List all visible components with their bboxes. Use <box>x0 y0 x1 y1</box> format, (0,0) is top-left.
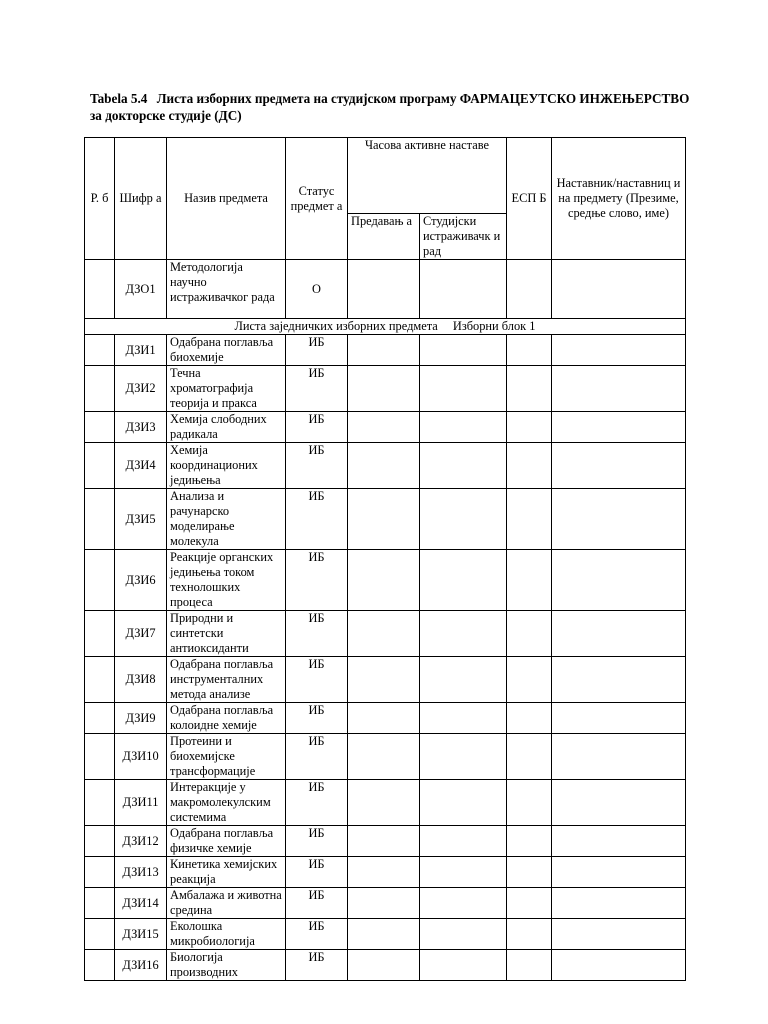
code-cell: ДЗИ6 <box>115 550 167 611</box>
code-cell: ДЗИ15 <box>115 919 167 950</box>
research-cell <box>420 611 507 657</box>
code-cell: ДЗИ10 <box>115 734 167 780</box>
status-cell: ИБ <box>286 550 348 611</box>
espb-cell <box>507 657 552 703</box>
rb-cell <box>85 335 115 366</box>
rb-cell <box>85 703 115 734</box>
teacher-cell <box>552 919 686 950</box>
table-row <box>85 443 686 489</box>
lectures-cell <box>348 657 420 703</box>
name-cell: Одабрана поглавља инструменталних метода анализе <box>167 657 286 703</box>
code-cell: ДЗИ3 <box>115 412 167 443</box>
research-cell <box>420 366 507 412</box>
lectures-cell <box>348 443 420 489</box>
rb-cell <box>85 611 115 657</box>
status-cell: ИБ <box>286 734 348 780</box>
status-cell: ИБ <box>286 888 348 919</box>
name-cell: Течна хроматографија теорија и пракса <box>167 366 286 412</box>
header-name: Назив предмета <box>167 138 286 260</box>
research-cell <box>420 260 507 319</box>
code-cell: ДЗИ16 <box>115 950 167 981</box>
code-cell: ДЗИ13 <box>115 857 167 888</box>
research-cell <box>420 919 507 950</box>
code-cell: ДЗИ2 <box>115 366 167 412</box>
espb-cell <box>507 919 552 950</box>
code-cell: ДЗИ7 <box>115 611 167 657</box>
table-title: Листа изборних предмета на студијском програму ФАРМАЦЕУТСКО ИНЖЕЊЕРСТВО за докторске студије (ДС) <box>90 91 690 123</box>
rb-cell <box>85 550 115 611</box>
teacher-cell <box>552 857 686 888</box>
teacher-cell <box>552 780 686 826</box>
table-row <box>85 611 686 657</box>
rb-cell <box>85 919 115 950</box>
table-row <box>85 950 686 981</box>
status-cell: ИБ <box>286 857 348 888</box>
table-row <box>85 489 686 550</box>
espb-cell <box>507 611 552 657</box>
code-cell: ДЗИ4 <box>115 443 167 489</box>
name-cell: Кинетика хемијских реакција <box>167 857 286 888</box>
teacher-cell <box>552 611 686 657</box>
lectures-cell <box>348 888 420 919</box>
rb-cell <box>85 489 115 550</box>
name-cell: Одабрана поглавља физичке хемије <box>167 826 286 857</box>
espb-cell <box>507 443 552 489</box>
code-cell: ДЗИ8 <box>115 657 167 703</box>
research-cell <box>420 703 507 734</box>
table-row <box>85 550 686 611</box>
rb-cell <box>85 443 115 489</box>
status-cell: ИБ <box>286 950 348 981</box>
header-rb: Р. б <box>85 138 115 260</box>
table-row <box>85 260 686 319</box>
name-cell: Реакције органских једињења током технолошких процеса <box>167 550 286 611</box>
lectures-cell <box>348 412 420 443</box>
lectures-cell <box>348 780 420 826</box>
espb-cell <box>507 366 552 412</box>
status-cell: О <box>286 260 348 319</box>
header-teacher: Наставник/наставниц и на предмету (Презиме, средње слово, име) <box>552 138 686 260</box>
lectures-cell <box>348 335 420 366</box>
table-row <box>85 826 686 857</box>
rb-cell <box>85 826 115 857</box>
lectures-cell <box>348 366 420 412</box>
elective-courses-table <box>84 137 686 981</box>
header-lectures: Предавањ а <box>348 214 420 260</box>
teacher-cell <box>552 335 686 366</box>
header-research: Студијски истраживачк и рад <box>420 214 507 260</box>
lectures-cell <box>348 857 420 888</box>
header-hours: Часова активне наставе <box>348 138 507 214</box>
status-cell: ИБ <box>286 703 348 734</box>
table-row <box>85 703 686 734</box>
name-cell: Одабрана поглавља биохемије <box>167 335 286 366</box>
name-cell: Одабрана поглавља колоидне хемије <box>167 703 286 734</box>
rb-cell <box>85 657 115 703</box>
teacher-cell <box>552 412 686 443</box>
research-cell <box>420 950 507 981</box>
block-title-right: Изборни блок 1 <box>452 319 536 333</box>
name-cell: Интеракције у макромолекулским системима <box>167 780 286 826</box>
name-cell: Хемија координационих једињења <box>167 443 286 489</box>
espb-cell <box>507 950 552 981</box>
header-espb: ЕСП Б <box>507 138 552 260</box>
name-cell: Протеини и биохемијске трансформације <box>167 734 286 780</box>
code-cell: ДЗИ12 <box>115 826 167 857</box>
rb-cell <box>85 412 115 443</box>
lectures-cell <box>348 550 420 611</box>
name-cell: Еколошка микробиологија <box>167 919 286 950</box>
lectures-cell <box>348 919 420 950</box>
espb-cell <box>507 780 552 826</box>
status-cell: ИБ <box>286 826 348 857</box>
espb-cell <box>507 335 552 366</box>
rb-cell <box>85 260 115 319</box>
espb-cell <box>507 703 552 734</box>
code-cell: ДЗО1 <box>115 260 167 319</box>
research-cell <box>420 888 507 919</box>
lectures-cell <box>348 950 420 981</box>
espb-cell <box>507 489 552 550</box>
status-cell: ИБ <box>286 412 348 443</box>
research-cell <box>420 489 507 550</box>
lectures-cell <box>348 703 420 734</box>
research-cell <box>420 412 507 443</box>
research-cell <box>420 780 507 826</box>
espb-cell <box>507 550 552 611</box>
name-cell: Анализа и рачунарско моделирање молекула <box>167 489 286 550</box>
espb-cell <box>507 412 552 443</box>
block-title-left: Листа заједничких изборних предмета <box>234 319 438 333</box>
research-cell <box>420 443 507 489</box>
teacher-cell <box>552 260 686 319</box>
status-cell: ИБ <box>286 335 348 366</box>
block-title <box>85 319 686 335</box>
name-cell: Амбалажа и животна средина <box>167 888 286 919</box>
espb-cell <box>507 888 552 919</box>
status-cell: ИБ <box>286 489 348 550</box>
table-row <box>85 412 686 443</box>
name-cell: Природни и синтетски антиоксиданти <box>167 611 286 657</box>
espb-cell <box>507 857 552 888</box>
status-cell: ИБ <box>286 780 348 826</box>
teacher-cell <box>552 489 686 550</box>
research-cell <box>420 857 507 888</box>
rb-cell <box>85 366 115 412</box>
header-row <box>85 138 686 214</box>
header-status: Статус предмет а <box>286 138 348 260</box>
status-cell: ИБ <box>286 611 348 657</box>
research-cell <box>420 335 507 366</box>
espb-cell <box>507 826 552 857</box>
rb-cell <box>85 734 115 780</box>
code-cell: ДЗИ5 <box>115 489 167 550</box>
teacher-cell <box>552 734 686 780</box>
rb-cell <box>85 857 115 888</box>
teacher-cell <box>552 443 686 489</box>
table-row <box>85 335 686 366</box>
status-cell: ИБ <box>286 919 348 950</box>
espb-cell <box>507 734 552 780</box>
rb-cell <box>85 950 115 981</box>
teacher-cell <box>552 826 686 857</box>
lectures-cell <box>348 826 420 857</box>
status-cell: ИБ <box>286 443 348 489</box>
lectures-cell <box>348 734 420 780</box>
lectures-cell <box>348 260 420 319</box>
table-caption <box>90 90 690 124</box>
block-title-row <box>85 319 686 335</box>
code-cell: ДЗИ11 <box>115 780 167 826</box>
lectures-cell <box>348 489 420 550</box>
table-row <box>85 780 686 826</box>
table-row <box>85 857 686 888</box>
name-cell: Хемија слободних радикала <box>167 412 286 443</box>
table-number: Tabela 5.4 <box>90 91 148 106</box>
status-cell: ИБ <box>286 366 348 412</box>
teacher-cell <box>552 657 686 703</box>
research-cell <box>420 550 507 611</box>
teacher-cell <box>552 888 686 919</box>
table-row <box>85 366 686 412</box>
name-cell: Биологија производних <box>167 950 286 981</box>
code-cell: ДЗИ1 <box>115 335 167 366</box>
rb-cell <box>85 780 115 826</box>
code-cell: ДЗИ9 <box>115 703 167 734</box>
espb-cell <box>507 260 552 319</box>
table-row <box>85 888 686 919</box>
status-cell: ИБ <box>286 657 348 703</box>
table-row <box>85 657 686 703</box>
teacher-cell <box>552 703 686 734</box>
teacher-cell <box>552 950 686 981</box>
name-cell: Методологија научно истраживачког рада <box>167 260 286 319</box>
table-row <box>85 919 686 950</box>
table-row <box>85 734 686 780</box>
research-cell <box>420 734 507 780</box>
header-code: Шифр а <box>115 138 167 260</box>
rb-cell <box>85 888 115 919</box>
code-cell: ДЗИ14 <box>115 888 167 919</box>
research-cell <box>420 657 507 703</box>
teacher-cell <box>552 366 686 412</box>
research-cell <box>420 826 507 857</box>
teacher-cell <box>552 550 686 611</box>
lectures-cell <box>348 611 420 657</box>
